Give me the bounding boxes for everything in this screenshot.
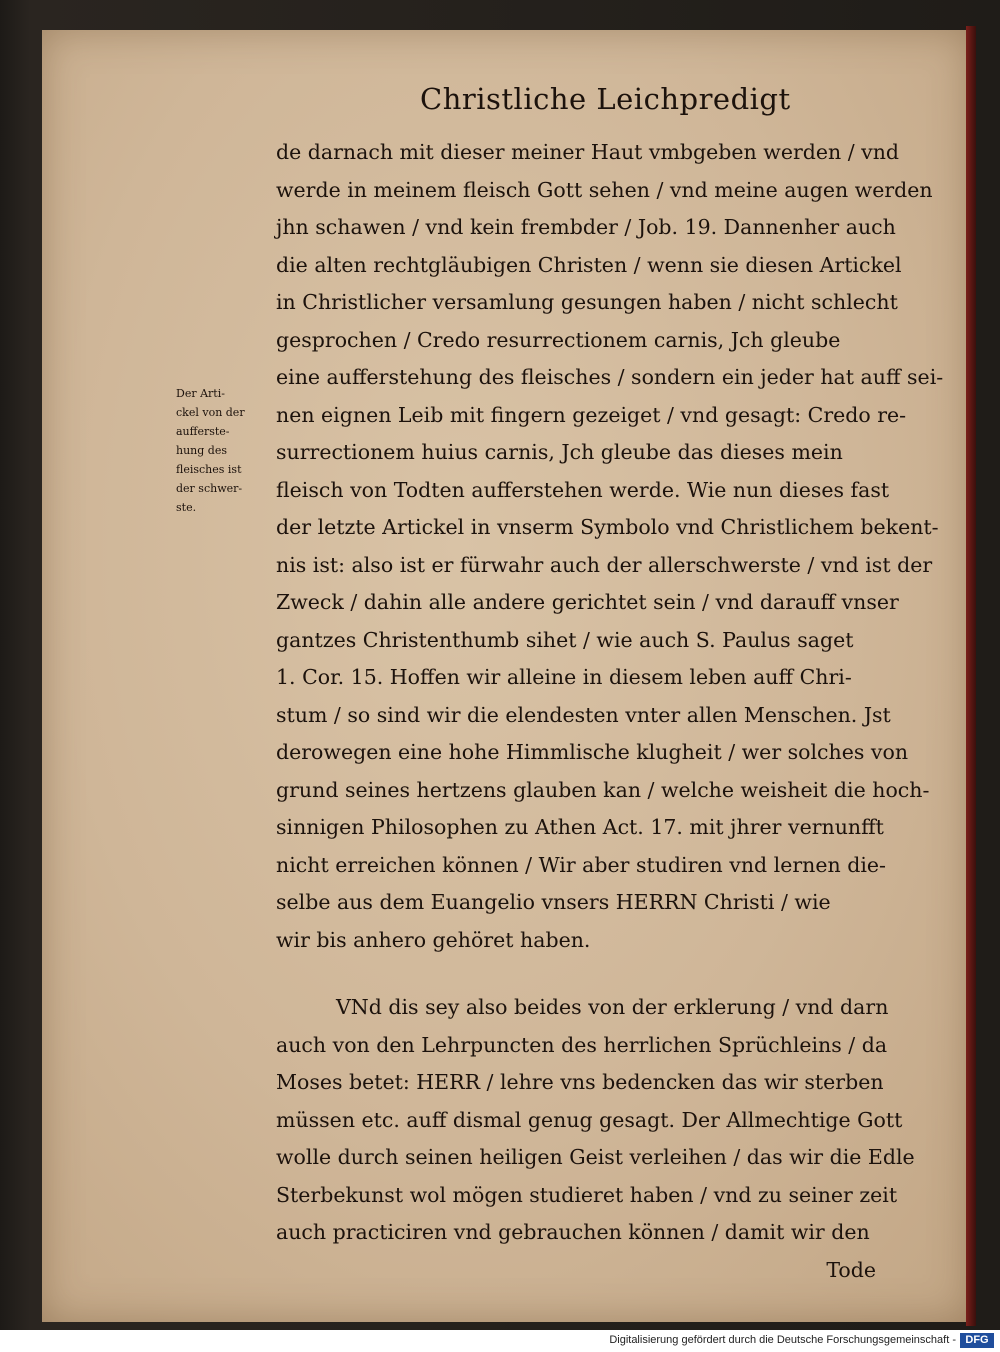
text-line: eine aufferstehung des fleisches / sondern ein jeder hat auff sei-	[276, 365, 944, 389]
margin-note-line: Der Arti-	[176, 387, 225, 400]
footer-credit: Digitalisierung gefördert durch die Deutsche Forschungsgemeinschaft -	[609, 1334, 956, 1346]
text-line: gesprochen / Credo resurrectionem carnis, Jch gleube	[276, 327, 841, 352]
paragraph-1	[276, 134, 944, 959]
paragraph-2	[276, 989, 915, 1289]
text-line: gantzes Christenthumb sihet / wie auch S. Paulus saget	[276, 627, 854, 652]
text-line: in Christlicher versamlung gesungen haben / nicht schlecht	[276, 290, 898, 314]
text-line: auch practiciren vnd gebrauchen können / damit wir den	[276, 1220, 870, 1244]
text-line: wir bis anhero gehöret haben.	[276, 927, 591, 952]
text-line: grund seines hertzens glauben kan / welche weisheit die hoch-	[276, 777, 930, 802]
text-line: nen eignen Leib mit fingern gezeiget / vnd gesagt: Credo re-	[276, 402, 907, 427]
text-line: der letzte Artickel in vnserm Symbolo vnd Christlichem bekent-	[276, 515, 939, 539]
text-line: surrectionem huius carnis, Jch gleube das dieses mein	[276, 440, 843, 464]
text-line: stum / so sind wir die elendesten vnter allen Menschen. Jst	[276, 702, 891, 727]
margin-note-line: hung des	[176, 444, 227, 457]
text-line: fleisch von Todten aufferstehen werde. Wie nun dieses fast	[276, 477, 890, 502]
text-line: nicht erreichen können / Wir aber studiren vnd lernen die-	[276, 852, 886, 877]
text-line: selbe aus dem Euangelio vnsers HERRN Christi / wie	[276, 890, 831, 914]
body-text	[276, 134, 944, 1289]
margin-note-line: aufferste-	[176, 425, 230, 438]
margin-note-line: ckel von der	[176, 406, 245, 419]
text-line: nis ist: also ist er fürwahr auch der allerschwerste / vnd ist der	[276, 552, 933, 577]
text-line: jhn schawen / vnd kein frembder / Job. 19. Dannenher auch	[276, 215, 896, 239]
running-header: Christliche Leichpredigt	[420, 82, 791, 116]
text-line: auch von den Lehrpuncten des herrlichen Sprüchleins / da	[276, 1032, 888, 1057]
text-line: derowegen eine hohe Himmlische klugheit / wer solches von	[276, 740, 909, 764]
footer-bar	[0, 1330, 1000, 1352]
margin-note	[176, 384, 276, 517]
text-line: wolle durch seinen heiligen Geist verleihen / das wir die Edle	[276, 1145, 915, 1169]
text-line: Sterbekunst wol mögen studieret haben / vnd zu seiner zeit	[276, 1182, 898, 1207]
margin-note-line: fleisches ist	[176, 463, 242, 476]
catchword: Tode	[826, 1257, 876, 1282]
text-line: werde in meinem fleisch Gott sehen / vnd meine augen werden	[276, 177, 933, 202]
text-line: müssen etc. auff dismal genug gesagt. Der Allmechtige Gott	[276, 1107, 903, 1132]
text-line: VNd dis sey also beides von der erklerung / vnd darn	[336, 995, 889, 1019]
margin-note-line: der schwer-	[176, 482, 243, 495]
text-line: Moses betet: HERR / lehre vns bedencken das wir sterben	[276, 1070, 884, 1094]
text-line: die alten rechtgläubigen Christen / wenn sie diesen Artickel	[276, 252, 902, 277]
dfg-logo: DFG	[960, 1333, 994, 1348]
margin-note-line: ste.	[176, 501, 197, 514]
text-line: sinnigen Philosophen zu Athen Act. 17. mit jhrer vernunfft	[276, 815, 884, 839]
text-line: de darnach mit dieser meiner Haut vmbgeben werden / vnd	[276, 140, 900, 164]
text-line: 1. Cor. 15. Hoffen wir alleine in diesem leben auff Chri-	[276, 665, 852, 689]
text-line: Zweck / dahin alle andere gerichtet sein / vnd darauff vnser	[276, 590, 899, 614]
page-edge	[966, 26, 976, 1326]
